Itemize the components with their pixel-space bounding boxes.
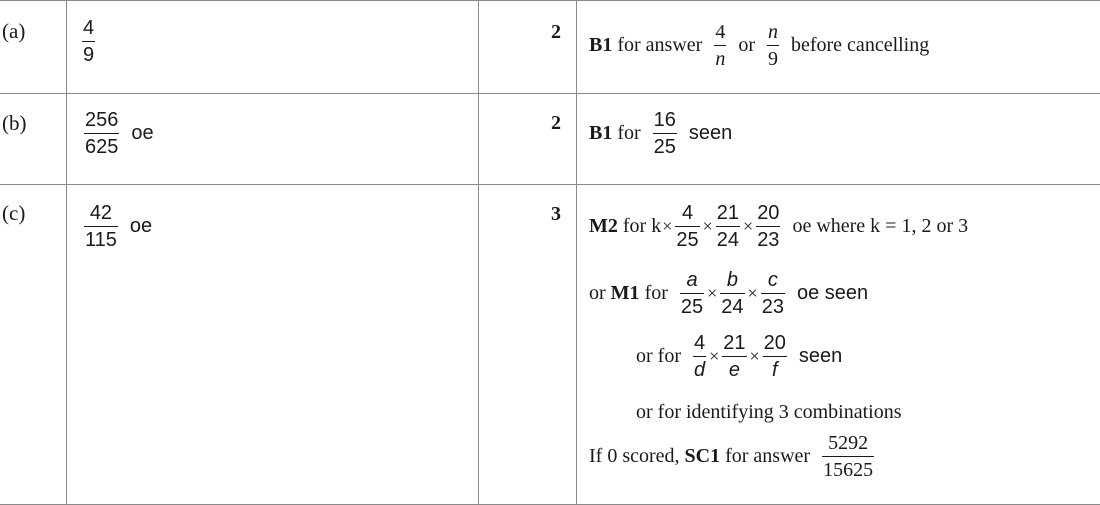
fraction-bar xyxy=(84,133,119,134)
times-sign: × xyxy=(709,346,720,366)
numerator: 4 xyxy=(681,202,694,224)
fraction-bar xyxy=(716,226,740,227)
fraction-bar xyxy=(720,293,744,294)
table-top-border xyxy=(0,0,1100,1)
numerator: 256 xyxy=(85,109,119,131)
notes-c3-post: seen xyxy=(798,345,843,367)
numerator: 21 xyxy=(716,202,740,224)
notes-c2-post: oe seen xyxy=(796,282,869,304)
numerator: n xyxy=(767,21,778,43)
notes-a xyxy=(589,22,929,69)
fraction-bar xyxy=(714,45,726,46)
numerator: 20 xyxy=(757,202,780,224)
notes-a-pre: for answer xyxy=(617,34,703,56)
fraction-c-23 xyxy=(761,270,785,317)
mark-code-m1: M1 xyxy=(610,282,640,304)
denominator: 23 xyxy=(757,229,780,251)
denominator: n xyxy=(715,48,726,70)
notes-c2-mid: for xyxy=(644,282,668,304)
notes-a-fraction-2 xyxy=(767,22,779,69)
fraction-20-f xyxy=(763,333,787,380)
times-sign: × xyxy=(702,216,713,236)
row-divider-a-b xyxy=(0,93,1100,94)
mark-code-b1: B1 xyxy=(589,34,613,56)
denominator: 24 xyxy=(716,229,740,251)
notes-c1-post: oe where k = 1, 2 or 3 xyxy=(792,215,969,237)
answer-c-fraction xyxy=(84,203,118,250)
denominator: 15625 xyxy=(823,459,874,481)
fraction-21-e xyxy=(722,333,746,380)
fraction-b-24 xyxy=(720,270,744,317)
notes-c-line-1 xyxy=(589,203,968,250)
answer-a xyxy=(80,18,97,65)
notes-c5-mid: for answer xyxy=(725,445,811,467)
numerator: 42 xyxy=(89,202,113,224)
notes-b-pre: for xyxy=(617,122,641,144)
mark-code-b1: B1 xyxy=(589,122,613,144)
denominator: 25 xyxy=(676,229,699,251)
part-label-c: (c) xyxy=(2,201,26,225)
numerator: 20 xyxy=(763,332,786,354)
denominator: 625 xyxy=(85,136,119,158)
numerator: 16 xyxy=(653,109,676,131)
notes-b-fraction xyxy=(653,110,677,157)
times-sign: × xyxy=(743,216,754,236)
fraction-bar xyxy=(761,293,785,294)
mark-c: 3 xyxy=(551,203,561,225)
notes-a-or: or xyxy=(738,34,755,56)
answer-b-fraction xyxy=(84,110,119,157)
numerator: a xyxy=(686,269,698,291)
row-divider-b-c xyxy=(0,184,1100,185)
fraction-bar xyxy=(763,356,787,357)
answer-c xyxy=(82,203,152,250)
fraction-4-25 xyxy=(675,203,699,250)
notes-c-line-2 xyxy=(589,270,868,317)
fraction-bar xyxy=(84,226,118,227)
notes-c-line-4: or for identifying 3 combinations xyxy=(636,401,902,423)
denominator: 23 xyxy=(761,296,784,318)
mark-b: 2 xyxy=(551,112,561,134)
fraction-bar xyxy=(756,226,780,227)
answer-a-fraction xyxy=(82,18,95,65)
denominator: f xyxy=(772,359,778,381)
fraction-bar xyxy=(675,226,699,227)
notes-c3-pre: or for xyxy=(636,345,681,367)
fraction-bar xyxy=(767,45,779,46)
notes-a-post: before cancelling xyxy=(790,34,930,56)
fraction-bar xyxy=(822,456,874,457)
notes-a-fraction-1 xyxy=(714,22,726,69)
fraction-bar xyxy=(82,41,95,42)
numerator: 4 xyxy=(693,332,706,354)
col-divider-answer xyxy=(478,0,479,505)
answer-c-suffix: oe xyxy=(129,215,153,237)
numerator: 5292 xyxy=(828,432,869,454)
fraction-bar xyxy=(722,356,746,357)
times-sign: × xyxy=(749,346,760,366)
fraction-20-23 xyxy=(756,203,780,250)
denominator: e xyxy=(728,359,740,381)
times-sign: × xyxy=(707,283,718,303)
notes-b xyxy=(589,110,732,157)
denominator: 115 xyxy=(85,229,117,251)
mark-code-m2: M2 xyxy=(589,215,618,237)
denominator: 25 xyxy=(680,296,704,318)
fraction-bar xyxy=(693,356,706,357)
times-sign: × xyxy=(747,283,758,303)
part-label-a: (a) xyxy=(2,19,26,43)
notes-b-post: seen xyxy=(688,122,733,144)
denominator: 24 xyxy=(721,296,744,318)
denominator: d xyxy=(693,359,706,381)
col-divider-mark xyxy=(576,0,577,505)
denominator: 9 xyxy=(767,48,778,70)
fraction-bar xyxy=(653,133,677,134)
numerator: c xyxy=(767,269,778,291)
numerator: b xyxy=(726,269,738,291)
notes-c5-pre: If 0 scored, xyxy=(589,445,680,467)
mark-code-sc1: SC1 xyxy=(684,445,721,467)
notes-c1-pre: for k xyxy=(622,215,662,237)
numerator: 4 xyxy=(715,21,726,43)
fraction-a-25 xyxy=(680,270,704,317)
answer-b xyxy=(82,110,154,157)
answer-b-suffix: oe xyxy=(131,122,154,144)
fraction-bar xyxy=(680,293,704,294)
part-label-b: (b) xyxy=(2,111,27,135)
fraction-4-d xyxy=(693,333,706,380)
notes-c-line-3 xyxy=(636,333,842,380)
mark-a: 2 xyxy=(551,21,561,43)
col-divider-part xyxy=(66,0,67,505)
times-sign: × xyxy=(662,216,673,236)
answer-a-denominator: 9 xyxy=(83,44,95,66)
notes-c-line-5 xyxy=(589,433,876,480)
notes-c2-pre: or xyxy=(589,282,606,304)
answer-a-numerator: 4 xyxy=(83,17,95,39)
denominator: 25 xyxy=(653,136,676,158)
fraction-21-24 xyxy=(716,203,740,250)
fraction-5292-15625 xyxy=(822,433,874,480)
numerator: 21 xyxy=(723,332,746,354)
